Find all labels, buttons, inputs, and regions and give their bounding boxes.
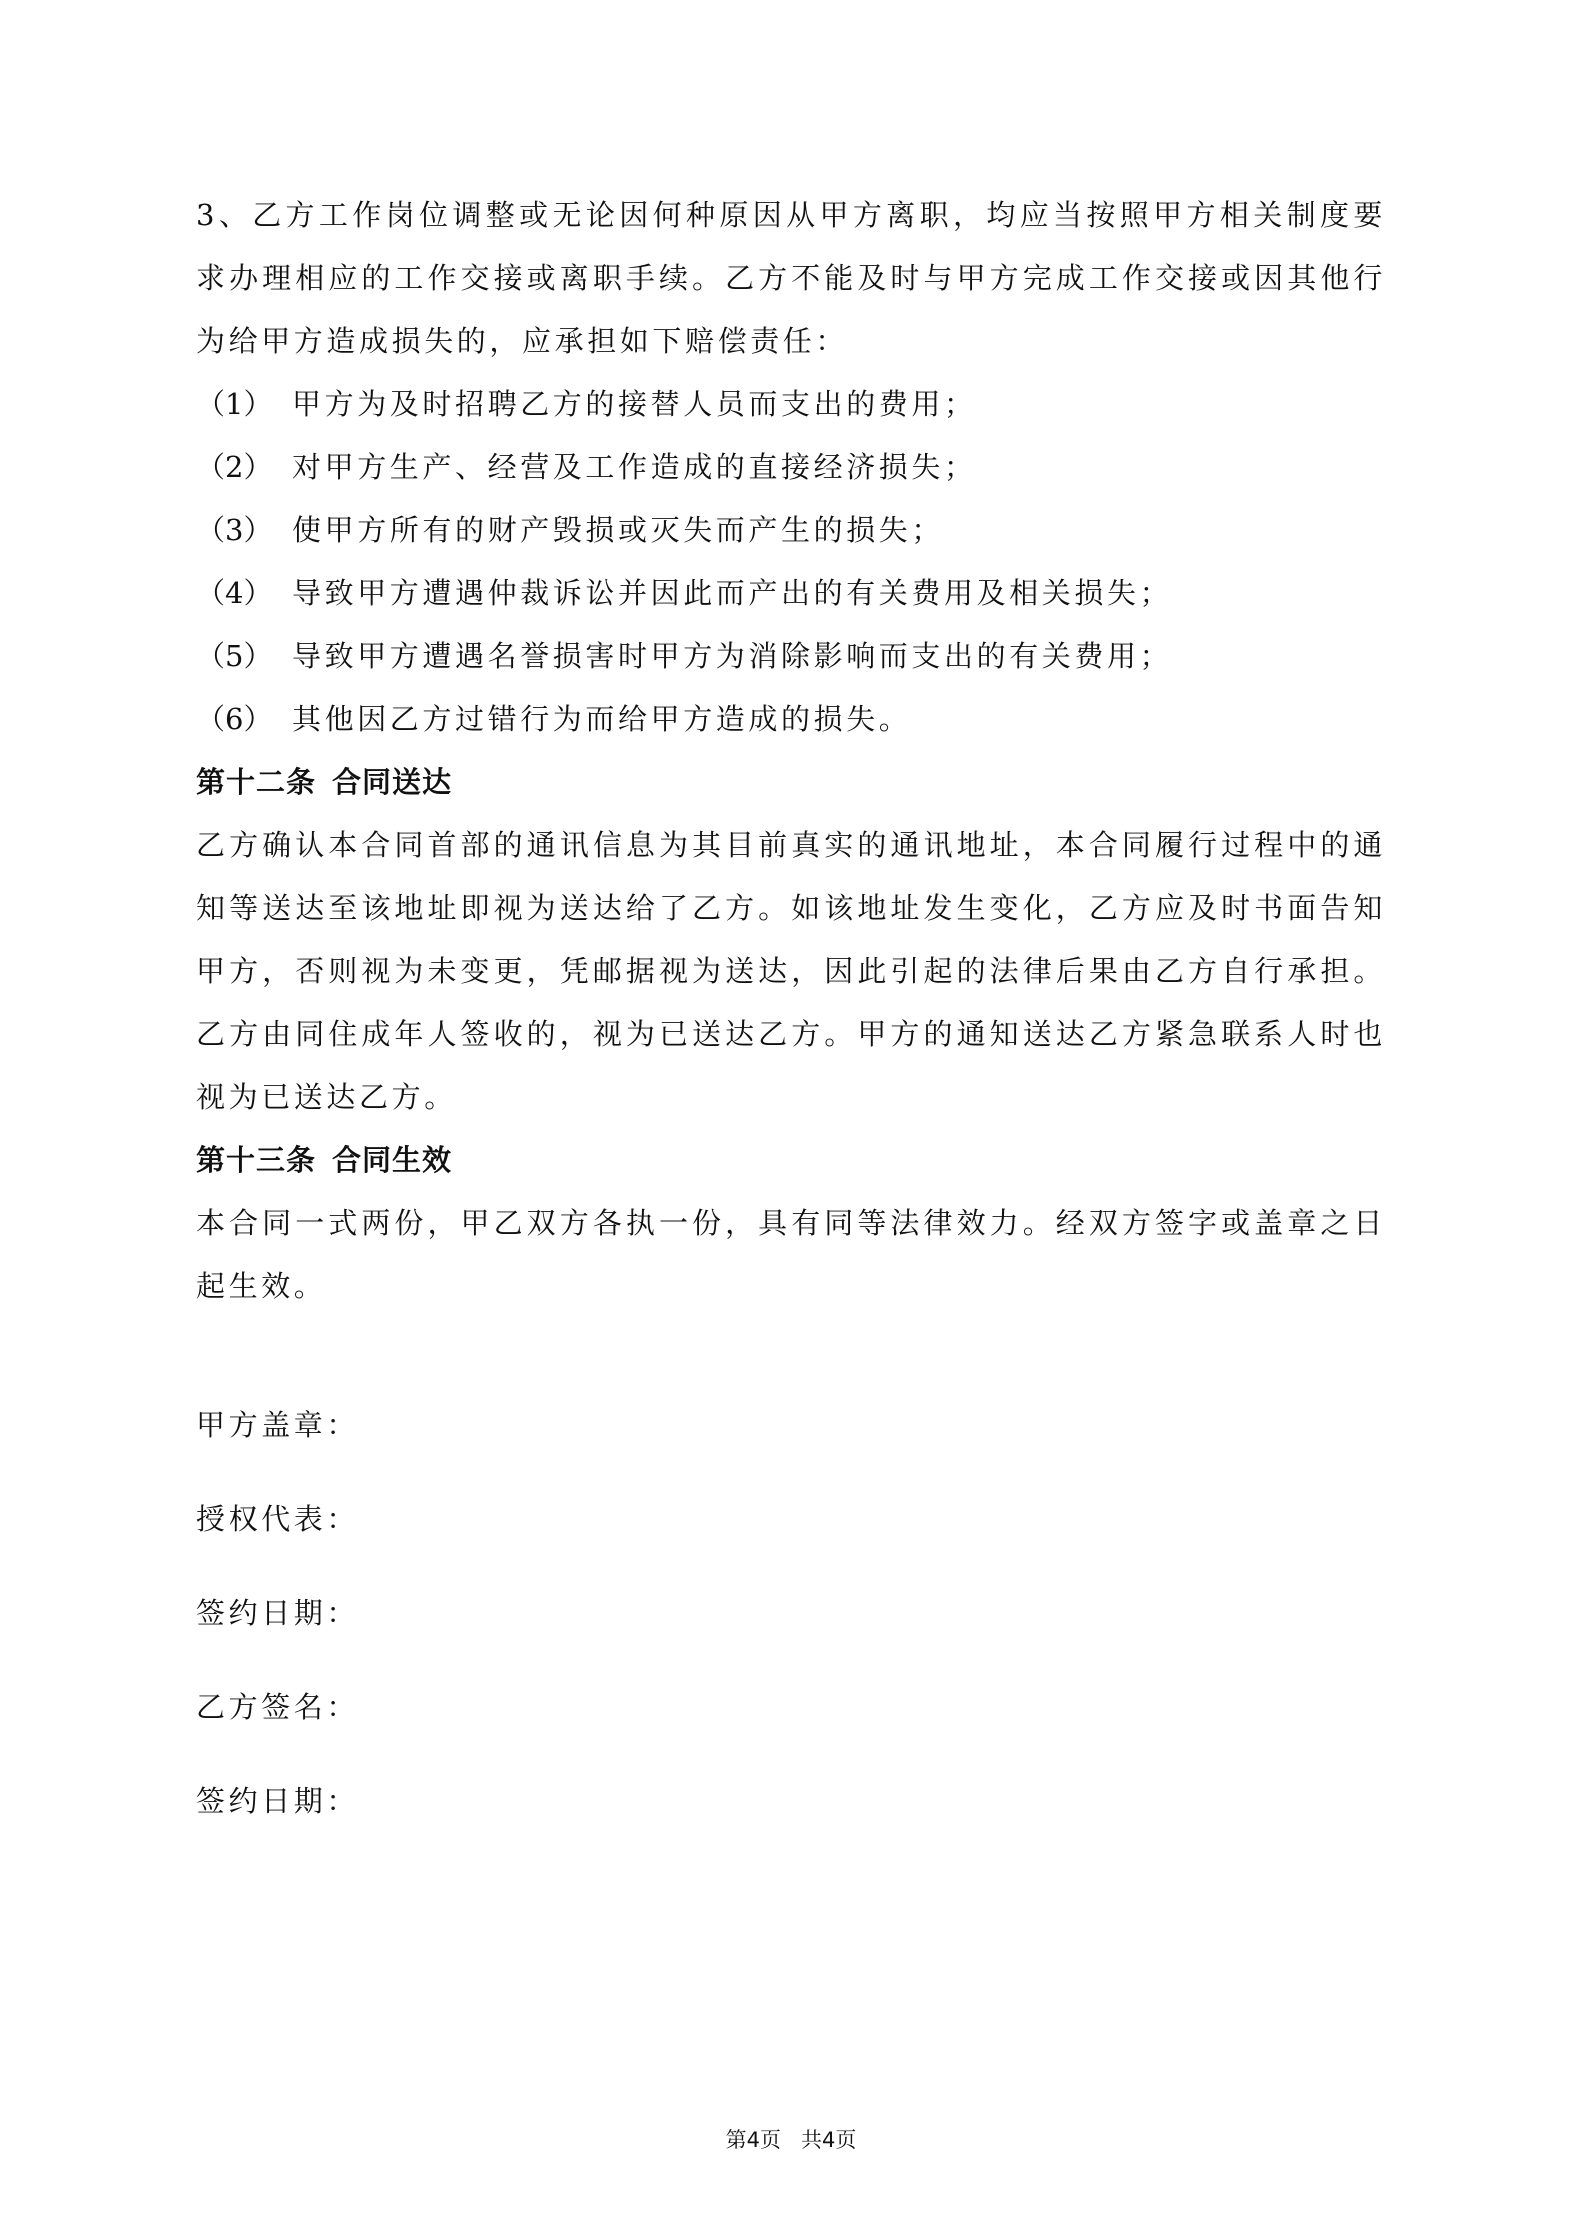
party-a-seal-label: 甲方盖章：: [196, 1408, 360, 1442]
list-item-number: （5）: [196, 639, 273, 673]
clause-12-title: 合同送达: [332, 765, 453, 799]
list-item: [196, 499, 1386, 562]
clause-12-heading: [196, 751, 1386, 814]
page-footer: [0, 2124, 1582, 2154]
authorized-rep-label: 授权代表：: [196, 1502, 360, 1536]
compensation-list: [196, 373, 1386, 751]
list-item-text: 其他因乙方过错行为而给甲方造成的损失。: [292, 702, 912, 736]
list-item: [196, 625, 1386, 688]
list-item-number: （2）: [196, 450, 273, 484]
list-item-text: 对甲方生产、经营及工作造成的直接经济损失；: [292, 450, 977, 484]
list-item: [196, 688, 1386, 751]
clause-13-body: 本合同一式两份，甲乙双方各执一份，具有同等法律效力。经双方签字或盖章之日起生效。: [196, 1206, 1386, 1303]
page-number-total: 共4页: [801, 2128, 857, 2152]
list-item-number: （4）: [196, 576, 273, 610]
list-item-text: 甲方为及时招聘乙方的接替人员而支出的费用；: [292, 387, 977, 421]
page-number-current: 第4页: [725, 2128, 781, 2152]
clause-13-heading: [196, 1129, 1386, 1192]
list-item-number: （6）: [196, 702, 273, 736]
list-item: [196, 562, 1386, 625]
list-item: [196, 373, 1386, 436]
clause-13-title: 合同生效: [332, 1143, 453, 1177]
contract-body: [196, 184, 1386, 1318]
list-item-text: 导致甲方遭遇仲裁诉讼并因此而产出的有关费用及相关损失；: [292, 576, 1173, 610]
list-item-number: （1）: [196, 387, 273, 421]
sign-date-a-label: 签约日期：: [196, 1596, 360, 1630]
signature-block: [196, 1405, 796, 1875]
clause-12-body: 乙方确认本合同首部的通讯信息为其目前真实的通讯地址，本合同履行过程中的通知等送达至该地址即视为送达给了乙方。如该地址发生变化，乙方应及时书面告知甲方，否则视为未变更，凭邮据视为送达，因此引起的法律后果由乙方自行承担。乙方由同住成年人签收的，视为已送达乙方。甲方的通知送达乙方紧急联系人时也视为已送达乙方。: [196, 828, 1386, 1114]
list-item-text: 导致甲方遭遇名誉损害时甲方为消除影响而支出的有关费用；: [292, 639, 1173, 673]
clause-11-item-3: 3、乙方工作岗位调整或无论因何种原因从甲方离职，均应当按照甲方相关制度要求办理相应的工作交接或离职手续。乙方不能及时与甲方完成工作交接或因其他行为给甲方造成损失的，应承担如下赔偿责任：: [196, 198, 1386, 358]
clause-13-number: 第十三条: [196, 1143, 317, 1177]
list-item-text: 使甲方所有的财产毁损或灭失而产生的损失；: [292, 513, 945, 547]
list-item-number: （3）: [196, 513, 273, 547]
clause-12-number: 第十二条: [196, 765, 317, 799]
list-item: [196, 436, 1386, 499]
sign-date-b-label: 签约日期：: [196, 1784, 360, 1818]
party-b-sign-label: 乙方签名：: [196, 1690, 360, 1724]
